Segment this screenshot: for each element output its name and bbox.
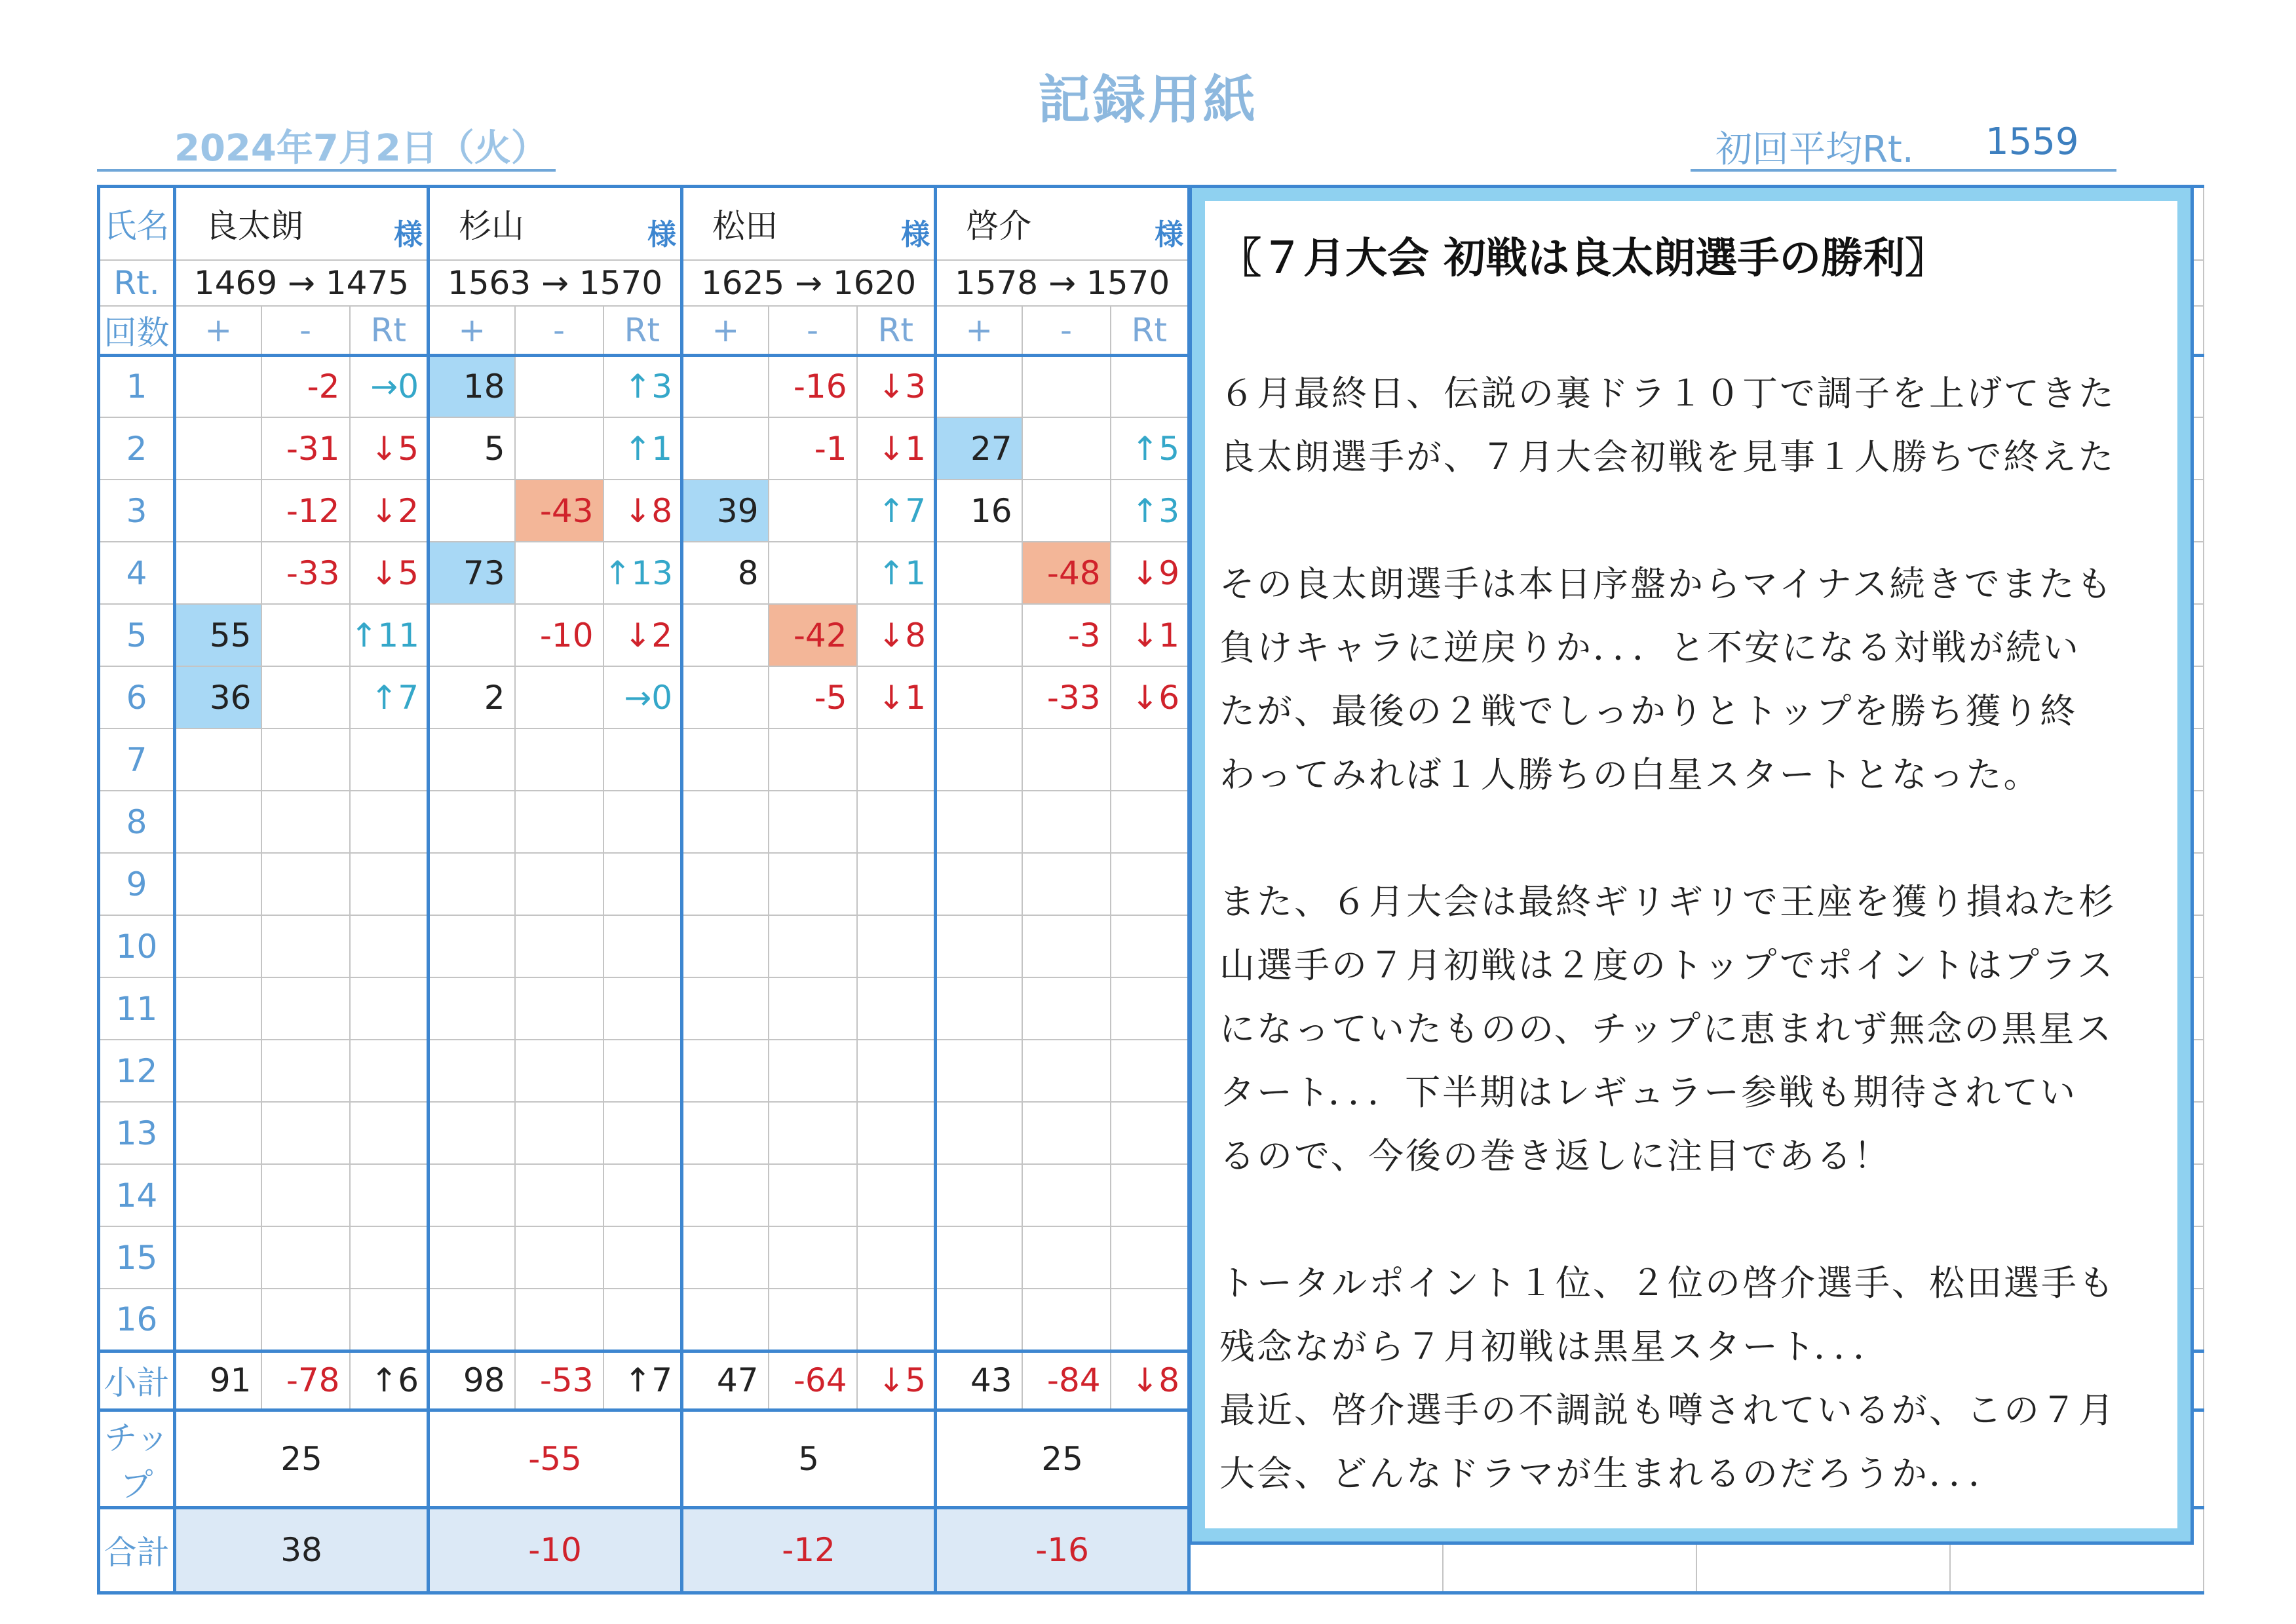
empty-score-cell [857,853,936,915]
plus-score: 18 [429,355,515,417]
empty-score-cell [1111,853,1189,915]
round-number: 11 [99,977,175,1040]
empty-score-cell [682,853,769,915]
empty-score-cell [1111,1289,1189,1351]
minus-score [769,480,857,542]
minus-score: -16 [769,355,857,417]
round-number: 10 [99,915,175,977]
empty-score-cell [515,977,603,1040]
empty-score-cell [769,1102,857,1164]
total-label: 合計 [99,1507,175,1593]
round-number: 3 [99,480,175,542]
plus-score [175,480,261,542]
plus-score [682,666,769,728]
minus-score [515,542,603,604]
player-name-cell [429,187,682,260]
empty-score-cell [769,1040,857,1102]
empty-score-cell [603,853,682,915]
rating-change: ↓2 [350,480,429,542]
round-number: 16 [99,1289,175,1351]
empty-score-cell [682,728,769,791]
empty-score-cell [261,791,350,853]
minus-score [261,666,350,728]
minus-score: -10 [515,604,603,666]
empty-score-cell [936,791,1022,853]
round-number: 2 [99,417,175,480]
empty-score-cell [1022,1102,1111,1164]
article-line: 良太朗選手が、７月大会初戦を見事１人勝ちで終えた [1219,436,2116,478]
minus-header: - [769,306,857,356]
article-headline: 〖７月大会 初戦は良太朗選手の勝利〗 [1219,235,1947,283]
empty-score-cell [515,1164,603,1226]
initial-average-rating [1691,111,2116,172]
article-line: 負けキャラに逆戻りか．．．と不安になる対戦が続い [1219,627,2080,668]
plus-score: 39 [682,480,769,542]
plus-score: 27 [936,417,1022,480]
minus-score: -42 [769,604,857,666]
empty-score-cell [1111,1040,1189,1102]
plus-score [429,604,515,666]
plus-score: 8 [682,542,769,604]
empty-score-cell [857,728,936,791]
empty-score-cell [1022,853,1111,915]
empty-score-cell [175,915,261,977]
subtotal-rating-change: ↓8 [1111,1351,1189,1410]
rating-change: ↑3 [603,355,682,417]
empty-score-cell [603,977,682,1040]
round-number: 8 [99,791,175,853]
empty-score-cell [350,1164,429,1226]
empty-score-cell [1111,1102,1189,1164]
empty-score-cell [936,728,1022,791]
subtotal-plus: 47 [682,1351,769,1410]
empty-score-cell [857,1102,936,1164]
honorific-label: 様 [394,217,423,252]
empty-score-cell [429,853,515,915]
subtotal-rating-change: ↓5 [857,1351,936,1410]
empty-score-cell [936,1102,1022,1164]
player-name: 杉山 [459,207,525,246]
empty-score-cell [682,1226,769,1289]
plus-header: + [429,306,515,356]
round-number: 12 [99,1040,175,1102]
empty-score-cell [515,791,603,853]
empty-score-cell [682,1040,769,1102]
article-body [1219,362,2170,1505]
empty-score-cell [936,1226,1022,1289]
empty-score-cell [350,1102,429,1164]
empty-score-cell [857,1226,936,1289]
empty-score-cell [1111,728,1189,791]
player-name: 啓介 [966,207,1032,246]
minus-header: - [515,306,603,356]
empty-score-cell [603,1226,682,1289]
empty-score-cell [603,728,682,791]
plus-score: 5 [429,417,515,480]
article-line: るので、今後の巻き返しに注目である！ [1219,1135,1891,1177]
rating-change: ↓9 [1111,542,1189,604]
subtotal-minus: -53 [515,1351,603,1410]
subtotal-plus: 98 [429,1351,515,1410]
empty-score-cell [1022,915,1111,977]
empty-score-cell [175,1102,261,1164]
page-title: 記録用紙 [1038,69,1258,130]
article-line: 大会、どんなドラマが生まれるのだろうか．．． [1219,1453,2006,1494]
empty-score-cell [857,791,936,853]
plus-header: + [175,306,261,356]
empty-score-cell [261,1164,350,1226]
empty-score-cell [515,853,603,915]
minus-score: -1 [769,417,857,480]
plus-score [175,417,261,480]
plus-score: 36 [175,666,261,728]
empty-score-cell [603,791,682,853]
round-number: 9 [99,853,175,915]
empty-score-cell [1022,1289,1111,1351]
empty-score-cell [175,977,261,1040]
chip-value: -55 [429,1410,682,1507]
honorific-label: 様 [901,217,930,252]
empty-score-cell [769,853,857,915]
empty-score-cell [603,1102,682,1164]
player-rating: 1563 → 1570 [429,260,682,306]
empty-score-cell [515,728,603,791]
empty-score-cell [515,915,603,977]
rating-label: Rt. [99,260,175,306]
empty-score-cell [261,1102,350,1164]
player-name-cell [936,187,1189,260]
article-line [1219,489,2170,552]
total-value: -16 [936,1507,1189,1593]
rating-change: ↑11 [350,604,429,666]
empty-score-cell [1111,1164,1189,1226]
empty-score-cell [857,915,936,977]
minus-score: -3 [1022,604,1111,666]
empty-score-cell [261,728,350,791]
empty-score-cell [515,1289,603,1351]
rating-change: ↑7 [350,666,429,728]
empty-score-cell [350,977,429,1040]
rt-header: Rt [603,306,682,356]
plus-score: 16 [936,480,1022,542]
empty-score-cell [682,915,769,977]
rt-header: Rt [1111,306,1189,356]
date-text: 2024年7月2日（火） [174,127,548,170]
chip-value: 25 [936,1410,1189,1507]
rating-change [1111,355,1189,417]
empty-score-cell [429,1226,515,1289]
rating-change: ↓8 [857,604,936,666]
plus-score: 2 [429,666,515,728]
empty-score-cell [769,1164,857,1226]
player-name-cell [682,187,936,260]
empty-score-cell [857,1289,936,1351]
honorific-label: 様 [1155,217,1184,252]
plus-score [936,542,1022,604]
minus-score [1022,355,1111,417]
empty-score-cell [1111,1226,1189,1289]
empty-score-cell [682,1164,769,1226]
empty-score-cell [769,977,857,1040]
minus-score: -43 [515,480,603,542]
name-label: 氏名 [99,187,175,260]
empty-score-cell [175,1164,261,1226]
plus-score [175,542,261,604]
article-line: たが、最後の２戦でしっかりとトップを勝ち獲り終 [1219,690,2078,732]
empty-score-cell [261,853,350,915]
empty-score-cell [429,791,515,853]
minus-score [261,604,350,666]
subtotal-minus: -84 [1022,1351,1111,1410]
plus-score: 73 [429,542,515,604]
minus-score [1022,417,1111,480]
empty-score-cell [515,1040,603,1102]
article-line: タート．．．下半期はレギュラー参戦も期待されてい [1219,1072,2078,1113]
empty-score-cell [429,1164,515,1226]
empty-score-cell [1111,977,1189,1040]
round-label: 回数 [99,306,175,356]
plus-score [682,604,769,666]
empty-score-cell [175,853,261,915]
plus-score: 55 [175,604,261,666]
minus-score: -33 [261,542,350,604]
empty-score-cell [515,1102,603,1164]
news-article-panel [1189,185,2194,1545]
empty-score-cell [429,1289,515,1351]
player-rating: 1469 → 1475 [175,260,429,306]
article-line: 山選手の７月初戦は２度のトップでポイントはプラス [1219,945,2115,986]
minus-score: -31 [261,417,350,480]
empty-score-cell [603,915,682,977]
empty-score-cell [261,1289,350,1351]
minus-score [515,355,603,417]
empty-score-cell [1111,915,1189,977]
date-field [97,111,556,172]
rating-change: ↑3 [1111,480,1189,542]
minus-score [769,542,857,604]
total-value: -10 [429,1507,682,1593]
empty-score-cell [936,853,1022,915]
rating-change: ↑5 [1111,417,1189,480]
article-line: ６月最終日、伝説の裏ドラ１０丁で調子を上げてきた [1219,373,2116,414]
article-line: になっていたものの、チップに恵まれず無念の黒星ス [1219,1008,2114,1049]
empty-score-cell [857,977,936,1040]
empty-score-cell [350,1040,429,1102]
round-number: 15 [99,1226,175,1289]
article-line: また、６月大会は最終ギリギリで王座を獲り損ねた杉 [1219,881,2116,922]
plus-score [175,355,261,417]
round-number: 1 [99,355,175,417]
rating-change: ↓5 [350,417,429,480]
player-rating: 1625 → 1620 [682,260,936,306]
rating-change: →0 [350,355,429,417]
empty-score-cell [429,728,515,791]
rating-change: ↑7 [857,480,936,542]
empty-score-cell [350,853,429,915]
player-name: 良太朗 [205,207,303,246]
plus-header: + [682,306,769,356]
empty-score-cell [429,915,515,977]
round-number: 6 [99,666,175,728]
article-line [1219,1188,2170,1251]
rating-change: ↑1 [603,417,682,480]
empty-score-cell [682,1102,769,1164]
total-value: -12 [682,1507,936,1593]
empty-score-cell [1022,1164,1111,1226]
empty-score-cell [1022,977,1111,1040]
empty-score-cell [350,915,429,977]
rt-header: Rt [350,306,429,356]
empty-score-cell [261,977,350,1040]
empty-score-cell [769,1289,857,1351]
empty-score-cell [936,1040,1022,1102]
empty-score-cell [515,1226,603,1289]
player-name: 松田 [712,207,778,246]
minus-score: -12 [261,480,350,542]
empty-score-cell [603,1040,682,1102]
article-line: 残念ながら７月初戦は黒星スタート．．． [1219,1326,1891,1367]
subtotal-rating-change: ↑6 [350,1351,429,1410]
rating-change: ↓1 [857,417,936,480]
empty-score-cell [769,728,857,791]
article-line [1219,806,2170,870]
empty-score-cell [261,1226,350,1289]
empty-score-cell [1022,1040,1111,1102]
round-number: 4 [99,542,175,604]
empty-score-cell [769,915,857,977]
rating-change: ↓8 [603,480,682,542]
rating-change: ↑13 [603,542,682,604]
empty-score-cell [936,977,1022,1040]
round-number: 13 [99,1102,175,1164]
empty-score-cell [350,1289,429,1351]
plus-score [429,480,515,542]
plus-score [936,604,1022,666]
empty-score-cell [936,1289,1022,1351]
empty-score-cell [682,977,769,1040]
empty-score-cell [175,791,261,853]
plus-score [682,355,769,417]
empty-score-cell [769,791,857,853]
player-name-cell [175,187,429,260]
empty-score-cell [603,1289,682,1351]
empty-score-cell [936,1164,1022,1226]
minus-score [1022,480,1111,542]
rating-change: ↓1 [1111,604,1189,666]
empty-score-cell [261,1040,350,1102]
round-number: 5 [99,604,175,666]
average-rating-label: 初回平均Rt. [1715,128,1914,171]
subtotal-plus: 43 [936,1351,1022,1410]
subtotal-label: 小計 [99,1351,175,1410]
minus-score: -33 [1022,666,1111,728]
subtotal-rating-change: ↑7 [603,1351,682,1410]
rating-change: ↓6 [1111,666,1189,728]
article-line: わってみれば１人勝ちの白星スタートとなった。 [1219,754,2041,795]
empty-score-cell [350,791,429,853]
subtotal-plus: 91 [175,1351,261,1410]
empty-score-cell [682,791,769,853]
round-number: 7 [99,728,175,791]
article-line: 最近、啓介選手の不調説も噂されているが、この７月 [1219,1389,2116,1431]
empty-score-cell [350,728,429,791]
minus-header: - [1022,306,1111,356]
rt-header: Rt [857,306,936,356]
empty-score-cell [603,1164,682,1226]
empty-score-cell [1022,728,1111,791]
empty-score-cell [175,1289,261,1351]
subtotal-minus: -78 [261,1351,350,1410]
player-rating: 1578 → 1570 [936,260,1189,306]
minus-score: -5 [769,666,857,728]
empty-score-cell [429,1102,515,1164]
chip-value: 5 [682,1410,936,1507]
average-rating-value: 1559 [1985,121,2079,163]
empty-score-cell [429,1040,515,1102]
minus-score [515,417,603,480]
rating-change: ↓1 [857,666,936,728]
plus-header: + [936,306,1022,356]
rating-change: ↓2 [603,604,682,666]
empty-score-cell [1022,1226,1111,1289]
empty-score-cell [350,1226,429,1289]
empty-score-cell [769,1226,857,1289]
round-number: 14 [99,1164,175,1226]
empty-score-cell [261,915,350,977]
article-line: その良太朗選手は本日序盤からマイナス続きでまたも [1219,563,2114,605]
rating-change: ↓5 [350,542,429,604]
subtotal-minus: -64 [769,1351,857,1410]
minus-score: -48 [1022,542,1111,604]
empty-score-cell [1111,791,1189,853]
empty-score-cell [857,1040,936,1102]
empty-score-cell [429,977,515,1040]
minus-score [515,666,603,728]
minus-score: -2 [261,355,350,417]
minus-header: - [261,306,350,356]
empty-score-cell [936,915,1022,977]
empty-score-cell [857,1164,936,1226]
rating-change: ↑1 [857,542,936,604]
empty-score-cell [1022,791,1111,853]
plus-score [936,666,1022,728]
article-line: トータルポイント１位、２位の啓介選手、松田選手も [1219,1262,2116,1304]
chip-value: 25 [175,1410,429,1507]
plus-score [682,417,769,480]
empty-score-cell [175,1040,261,1102]
plus-score [936,355,1022,417]
rating-change: →0 [603,666,682,728]
rating-change: ↓3 [857,355,936,417]
empty-score-cell [682,1289,769,1351]
honorific-label: 様 [647,217,677,252]
total-value: 38 [175,1507,429,1593]
empty-score-cell [175,728,261,791]
chip-label: チップ [99,1410,175,1507]
empty-score-cell [175,1226,261,1289]
